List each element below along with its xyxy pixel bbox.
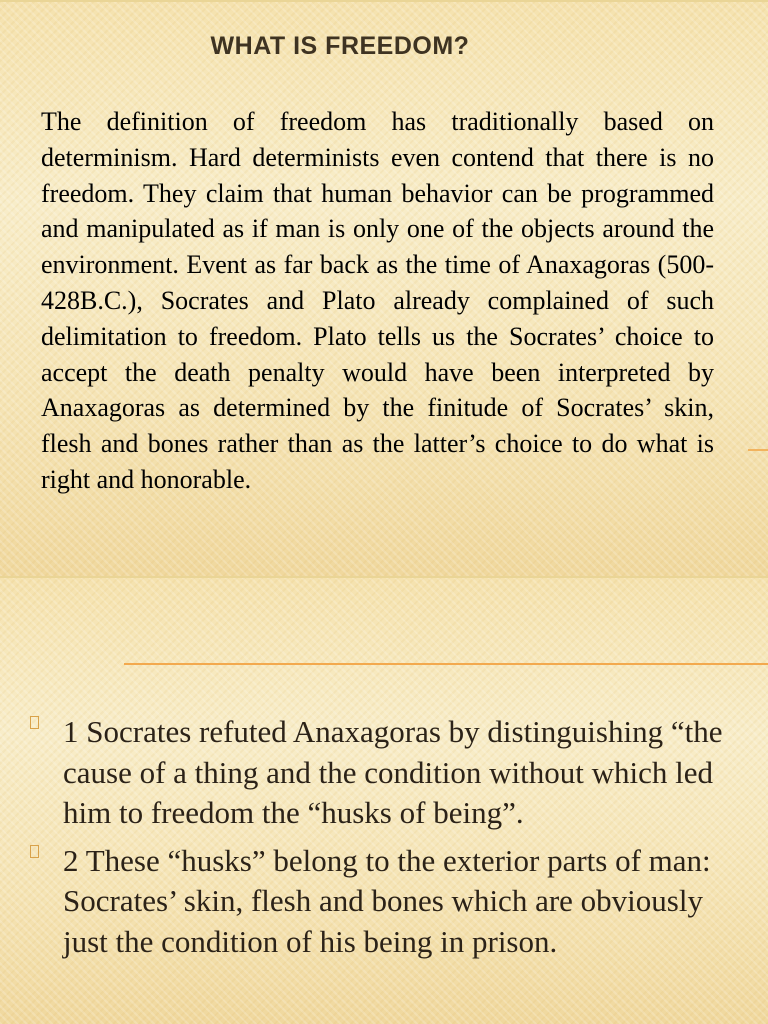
slide-top-edge [0,576,768,578]
slide-top-edge [0,0,768,2]
slide-body-paragraph: The definition of freedom has traditionally based on determinism. Hard determinists even contend that there is no freedom. They claim that human behavior can be programmed and manipulated as if man is only one of the objects around the environment. Event as far back as the time of Anaxagoras (500-428B.C.), Socrates and Plato already complained of such delimitation to freedom. Plato tells us the Socrates’ choice to accept the death penalty would have been interpreted by Anaxagoras as determined by the finitude of Socrates’ skin, flesh and bones rather than as the latter’s choice to do what is right and honorable. [41,107,714,494]
bullet-square-icon [30,845,39,858]
list-item [30,841,738,963]
accent-rule-right [748,449,768,451]
bullet-square-icon [30,716,39,729]
slide-socrates-refutation [0,576,768,1024]
bullet-text: 1 Socrates refuted Anaxagoras by distinguishing “the cause of a thing and the condition without which led him to freedom the “husks of being”. [63,714,723,830]
bullet-text: 2 These “husks” belong to the exterior parts of man: Socrates’ skin, flesh and bones which are obviously just the condition of his being in prison. [63,842,711,959]
accent-rule [124,663,768,665]
list-item [30,712,738,834]
bullet-list [30,712,738,969]
slide-title: WHAT IS FREEDOM? [210,32,470,60]
